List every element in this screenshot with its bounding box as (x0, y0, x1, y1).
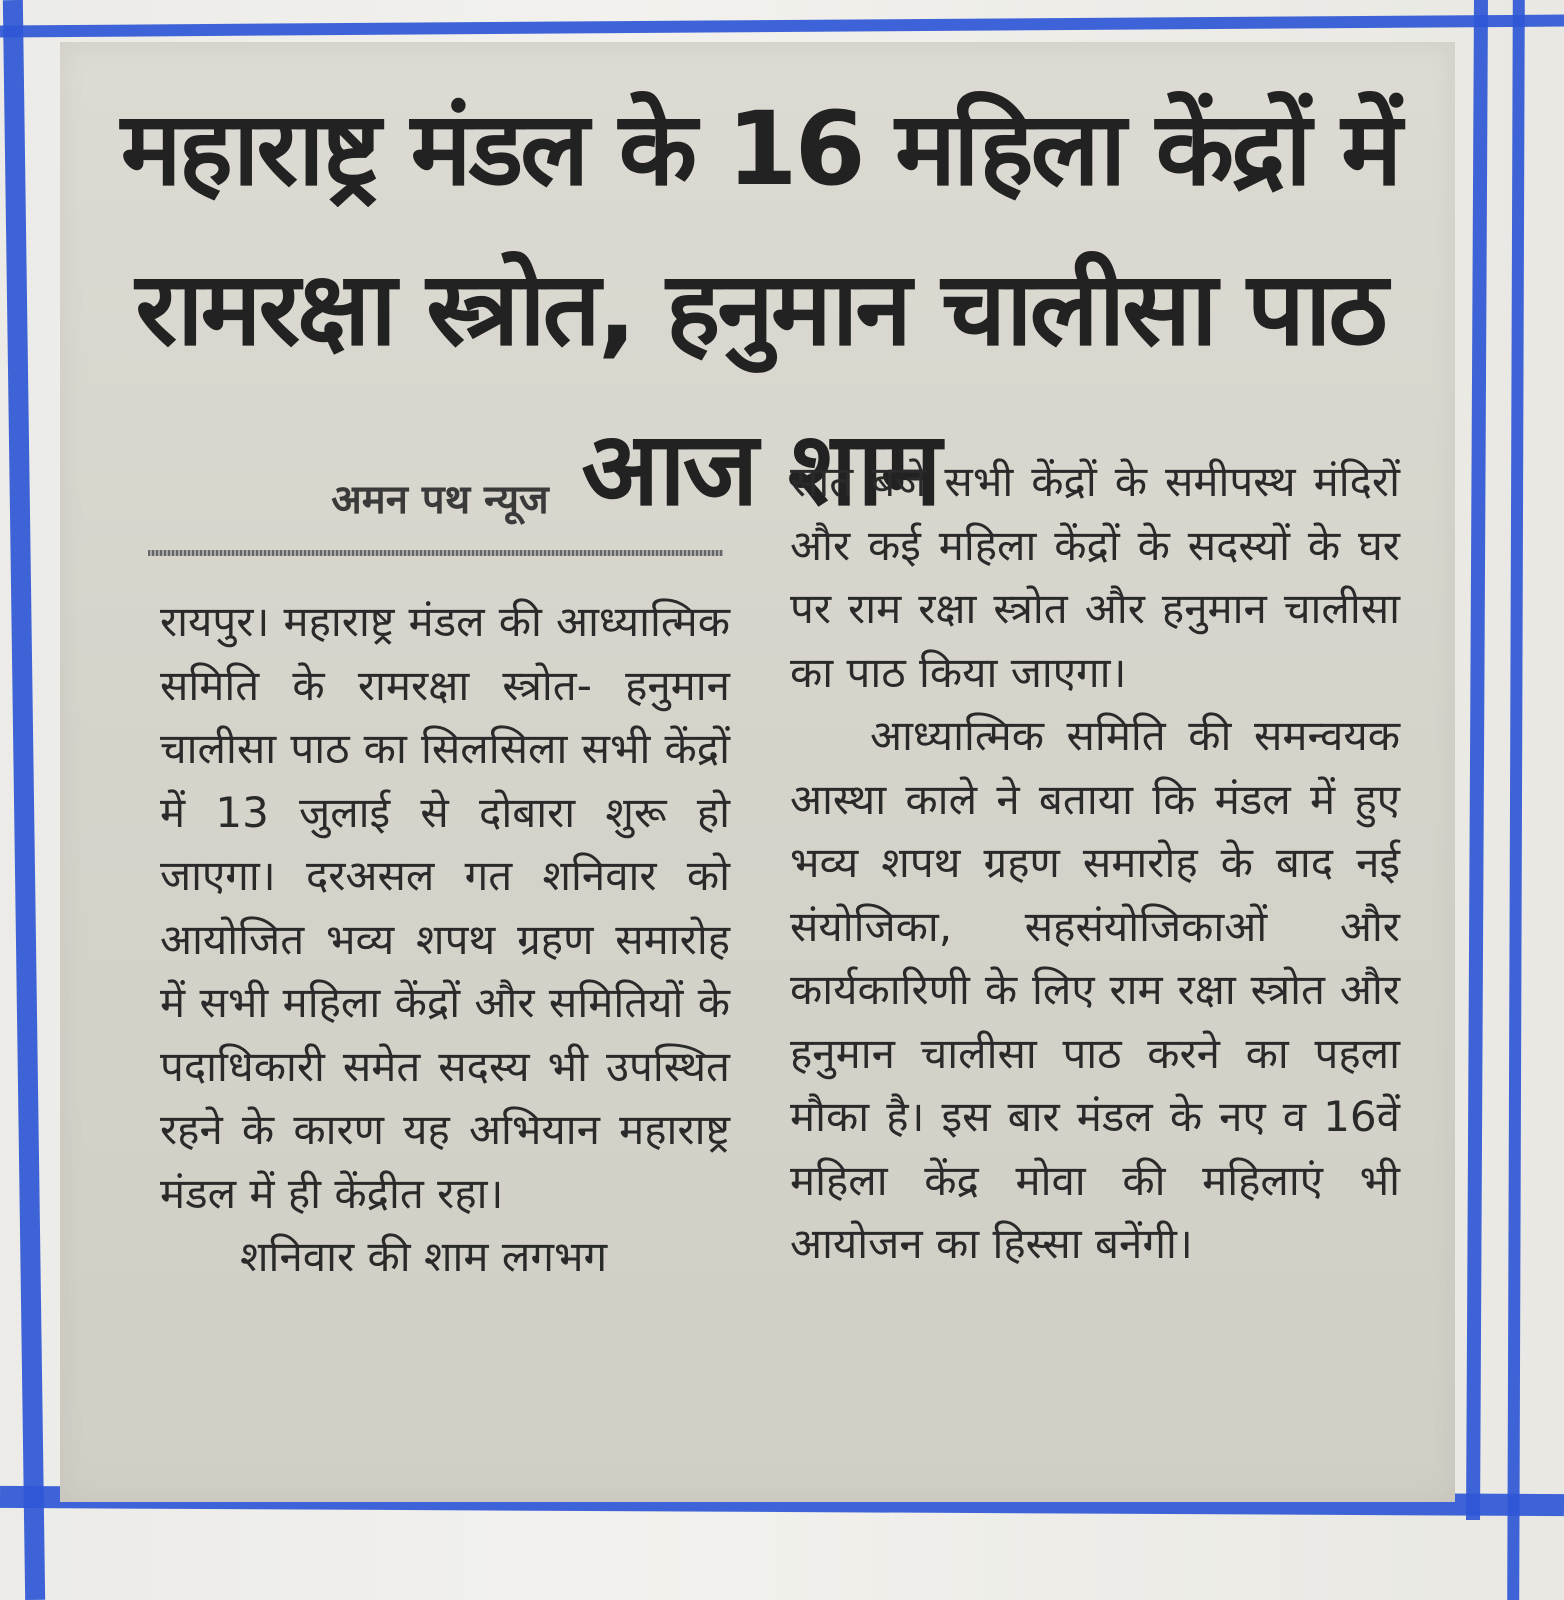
article-paragraph-2-continued: सात बजे सभी केंद्रों के समीपस्थ मंदिरों और कई महिला केंद्रों के सदस्यों के घर पर राम रक्षा स्त्रोत और हनुमान चालीसा का पाठ किया जाएगा। (790, 457, 1400, 697)
article-paragraph-2-start: शनिवार की शाम लगभग (240, 1232, 608, 1281)
article-headline: महाराष्ट्र मंडल के 16 महिला केंद्रों में रामरक्षा स्त्रोत, हनुमान चालीसा पाठ आज शाम (120, 90, 1400, 529)
article-paragraph-3: आध्यात्मिक समिति की समन्वयक आस्था काले ने बताया कि मंडल में हुए भव्य शपथ ग्रहण समारोह के बाद नई संयोजिका, सहसंयोजिकाओं और कार्यकारिणी के लिए राम रक्षा स्त्रोत और हनुमान चालीसा पाठ करने का पहला मौका है। इस बार मंडल के नए व 16वें महिला केंद्र मोवा की महिलाएं भी आयोजन का हिस्सा बनेंगी। (790, 711, 1400, 1268)
article-paragraph-1: रायपुर। महाराष्ट्र मंडल की आध्यात्मिक समिति के रामरक्षा स्त्रोत- हनुमान चालीसा पाठ का सिलसिला सभी केंद्रों में 13 जुलाई से दोबारा शुरू हो जाएगा। दरअसल गत शनिवार को आयोजित भव्य शपथ ग्रहण समारोह में सभी महिला केंद्रों और समितियों के पदाधिकारी समेत सदस्य भी उपस्थित रहने के कारण यह अभियान महाराष्ट्र मंडल में ही केंद्रीत रहा। (160, 597, 730, 1218)
article-byline: अमन पथ न्यूज (331, 477, 549, 523)
article-column-right (790, 450, 1400, 1276)
article-column-left (160, 590, 730, 1289)
byline-divider (148, 550, 723, 556)
